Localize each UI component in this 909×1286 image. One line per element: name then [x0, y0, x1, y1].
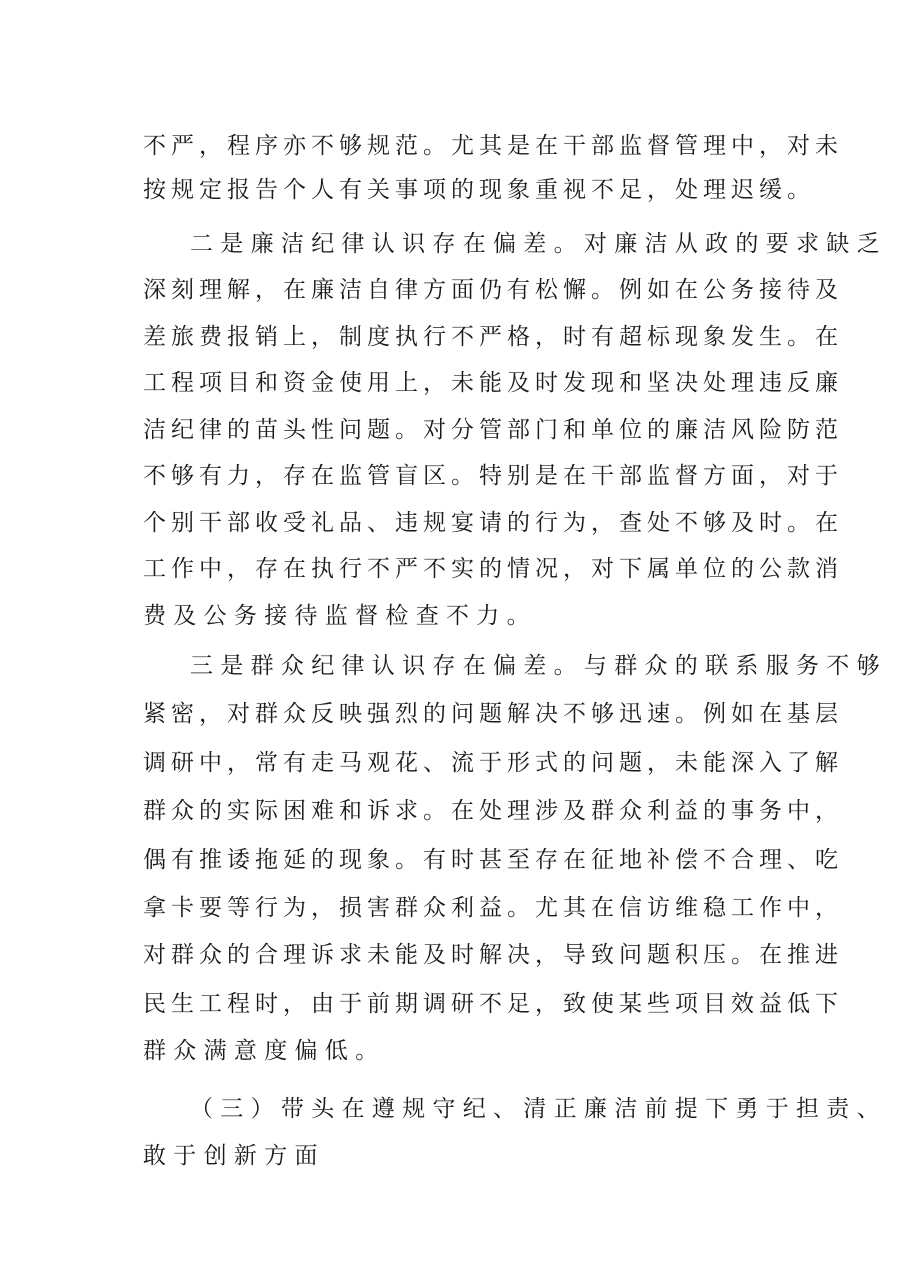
- paragraph-start-line: 三是群众纪律认识存在偏差。与群众的联系服务不够: [190, 653, 887, 679]
- text-line: 对群众的合理诉求未能及时解决，导致问题积压。在推进: [143, 942, 843, 968]
- text-line: 个别干部收受礼品、违规宴请的行为，查处不够及时。在: [143, 510, 843, 536]
- text-line: 紧密，对群众反映强烈的问题解决不够迅速。例如在基层: [143, 701, 843, 727]
- paragraph-start-line: 二是廉洁纪律认识存在偏差。对廉洁从政的要求缺乏: [190, 231, 887, 257]
- text-line: 费及公务接待监督检查不力。: [143, 603, 537, 629]
- section-heading-line: （三）带头在遵规守纪、清正廉洁前提下勇于担责、: [190, 1096, 887, 1122]
- text-line: 差旅费报销上，制度执行不严格，时有超标现象发生。在: [143, 324, 843, 350]
- text-line: 按规定报告个人有关事项的现象重视不足，处理迟缓。: [143, 177, 815, 203]
- text-line: 群众满意度偏低。: [143, 1038, 386, 1064]
- text-line: 调研中，常有走马观花、流于形式的问题，未能深入了解: [143, 750, 843, 776]
- text-line: 不严，程序亦不够规范。尤其是在干部监督管理中，对未: [143, 133, 843, 159]
- text-line: 偶有推诿拖延的现象。有时甚至存在征地补偿不合理、吃: [143, 847, 843, 873]
- text-line: 工程项目和资金使用上，未能及时发现和坚决处理违反廉: [143, 370, 843, 396]
- section-heading-line: 敢于创新方面: [143, 1143, 325, 1169]
- text-line: 不够有力，存在监管盲区。特别是在干部监督方面，对于: [143, 463, 843, 489]
- text-line: 民生工程时，由于前期调研不足，致使某些项目效益低下: [143, 991, 843, 1017]
- text-line: 工作中，存在执行不严不实的情况，对下属单位的公款消: [143, 556, 843, 582]
- text-line: 拿卡要等行为，损害群众利益。尤其在信访维稳工作中，: [143, 895, 843, 921]
- text-line: 深刻理解，在廉洁自律方面仍有松懈。例如在公务接待及: [143, 277, 843, 303]
- text-line: 洁纪律的苗头性问题。对分管部门和单位的廉洁风险防范: [143, 417, 843, 443]
- text-line: 群众的实际困难和诉求。在处理涉及群众利益的事务中，: [143, 798, 843, 824]
